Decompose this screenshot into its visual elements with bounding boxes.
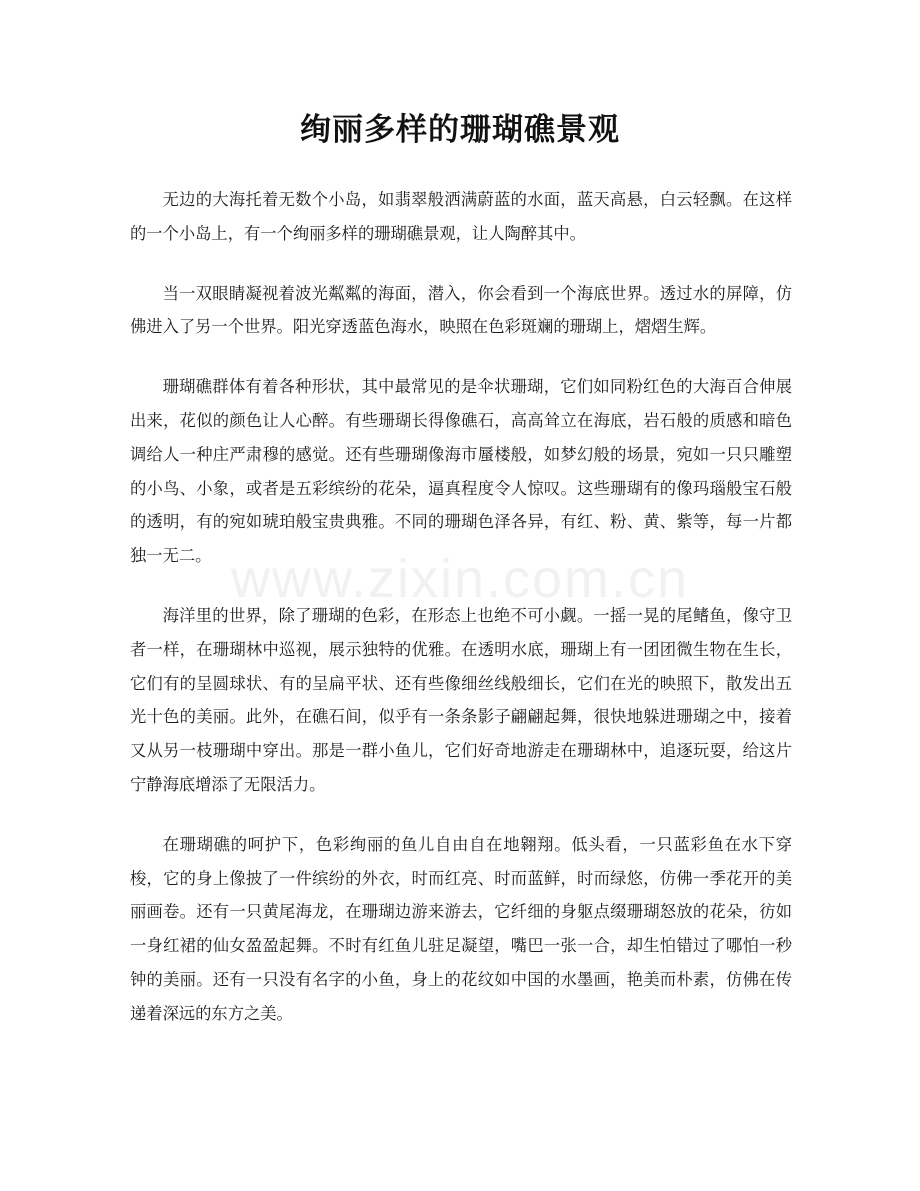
paragraph-1: 无边的大海托着无数个小岛，如翡翠般洒满蔚蓝的水面，蓝天高悬，白云轻飘。在这样的一个小岛上，有一个绚丽多样的珊瑚礁景观，让人陶醉其中。 bbox=[130, 190, 792, 243]
document-body bbox=[130, 183, 792, 1057]
watermark: www.zixin.com.cn bbox=[230, 549, 690, 609]
document-title: 绚丽多样的珊瑚礁景观 bbox=[300, 112, 620, 148]
paragraph-4: 海洋里的世界，除了珊瑚的色彩，在形态上也绝不可小觑。一摇一晃的尾鳍鱼，像守卫者一样，在珊瑚林中巡视，展示独特的优雅。在透明水底，珊瑚上有一团团微生物在生长，它们有的呈圆球状、有的呈扁平状、还有些像细丝线般细长，它们在光的映照下，散发出五光十色的美丽。此外，在礁石间，似乎有一条条影子翩翩起舞，很快地躲进珊瑚之中，接着又从另一枝珊瑚中穿出。那是一群小鱼儿，它们好奇地游走在珊瑚林中，追逐玩耍，给这片宁静海底增添了无限活力。 bbox=[130, 605, 792, 794]
paragraph-2: 当一双眼睛凝视着波光粼粼的海面，潜入，你会看到一个海底世界。透过水的屏障，仿佛进入了另一个世界。阳光穿透蓝色海水，映照在色彩斑斓的珊瑚上，熠熠生辉。 bbox=[130, 283, 792, 337]
paragraph-5: 在珊瑚礁的呵护下，色彩绚丽的鱼儿自由自在地翱翔。低头看，一只蓝彩鱼在水下穿梭，它的身上像披了一件缤纷的外衣，时而红亮、时而蓝鲜，时而绿悠，仿佛一季花开的美丽画卷。还有一只黄尾海龙，在珊瑚边游来游去，它纤细的身躯点缀珊瑚怒放的花朵，彷如一身红裙的仙女盈盈起舞。不时有红鱼儿驻足凝望，嘴巴一张一合，却生怕错过了哪怕一秒钟的美丽。还有一只没有名字的小鱼，身上的花纹如中国的水墨画，艳美而朴素，仿佛在传递着深远的东方之美。 bbox=[130, 834, 792, 1023]
paragraph-3: 珊瑚礁群体有着各种形状，其中最常见的是伞状珊瑚，它们如同粉红色的大海百合伸展出来，花似的颜色让人心醉。有些珊瑚长得像礁石，高高耸立在海底，岩石般的质感和暗色调给人一种庄严肃穆的感觉。还有些珊瑚像海市蜃楼般，如梦幻般的场景，宛如一只只雕塑的小鸟、小象，或者是五彩缤纷的花朵，逼真程度令人惊叹。这些珊瑚有的像玛瑙般宝石般的透明，有的宛如琥珀般宝贵典雅。不同的珊瑚色泽各异，有红、粉、黄、紫等，每一片都独一无二。 bbox=[130, 377, 792, 566]
